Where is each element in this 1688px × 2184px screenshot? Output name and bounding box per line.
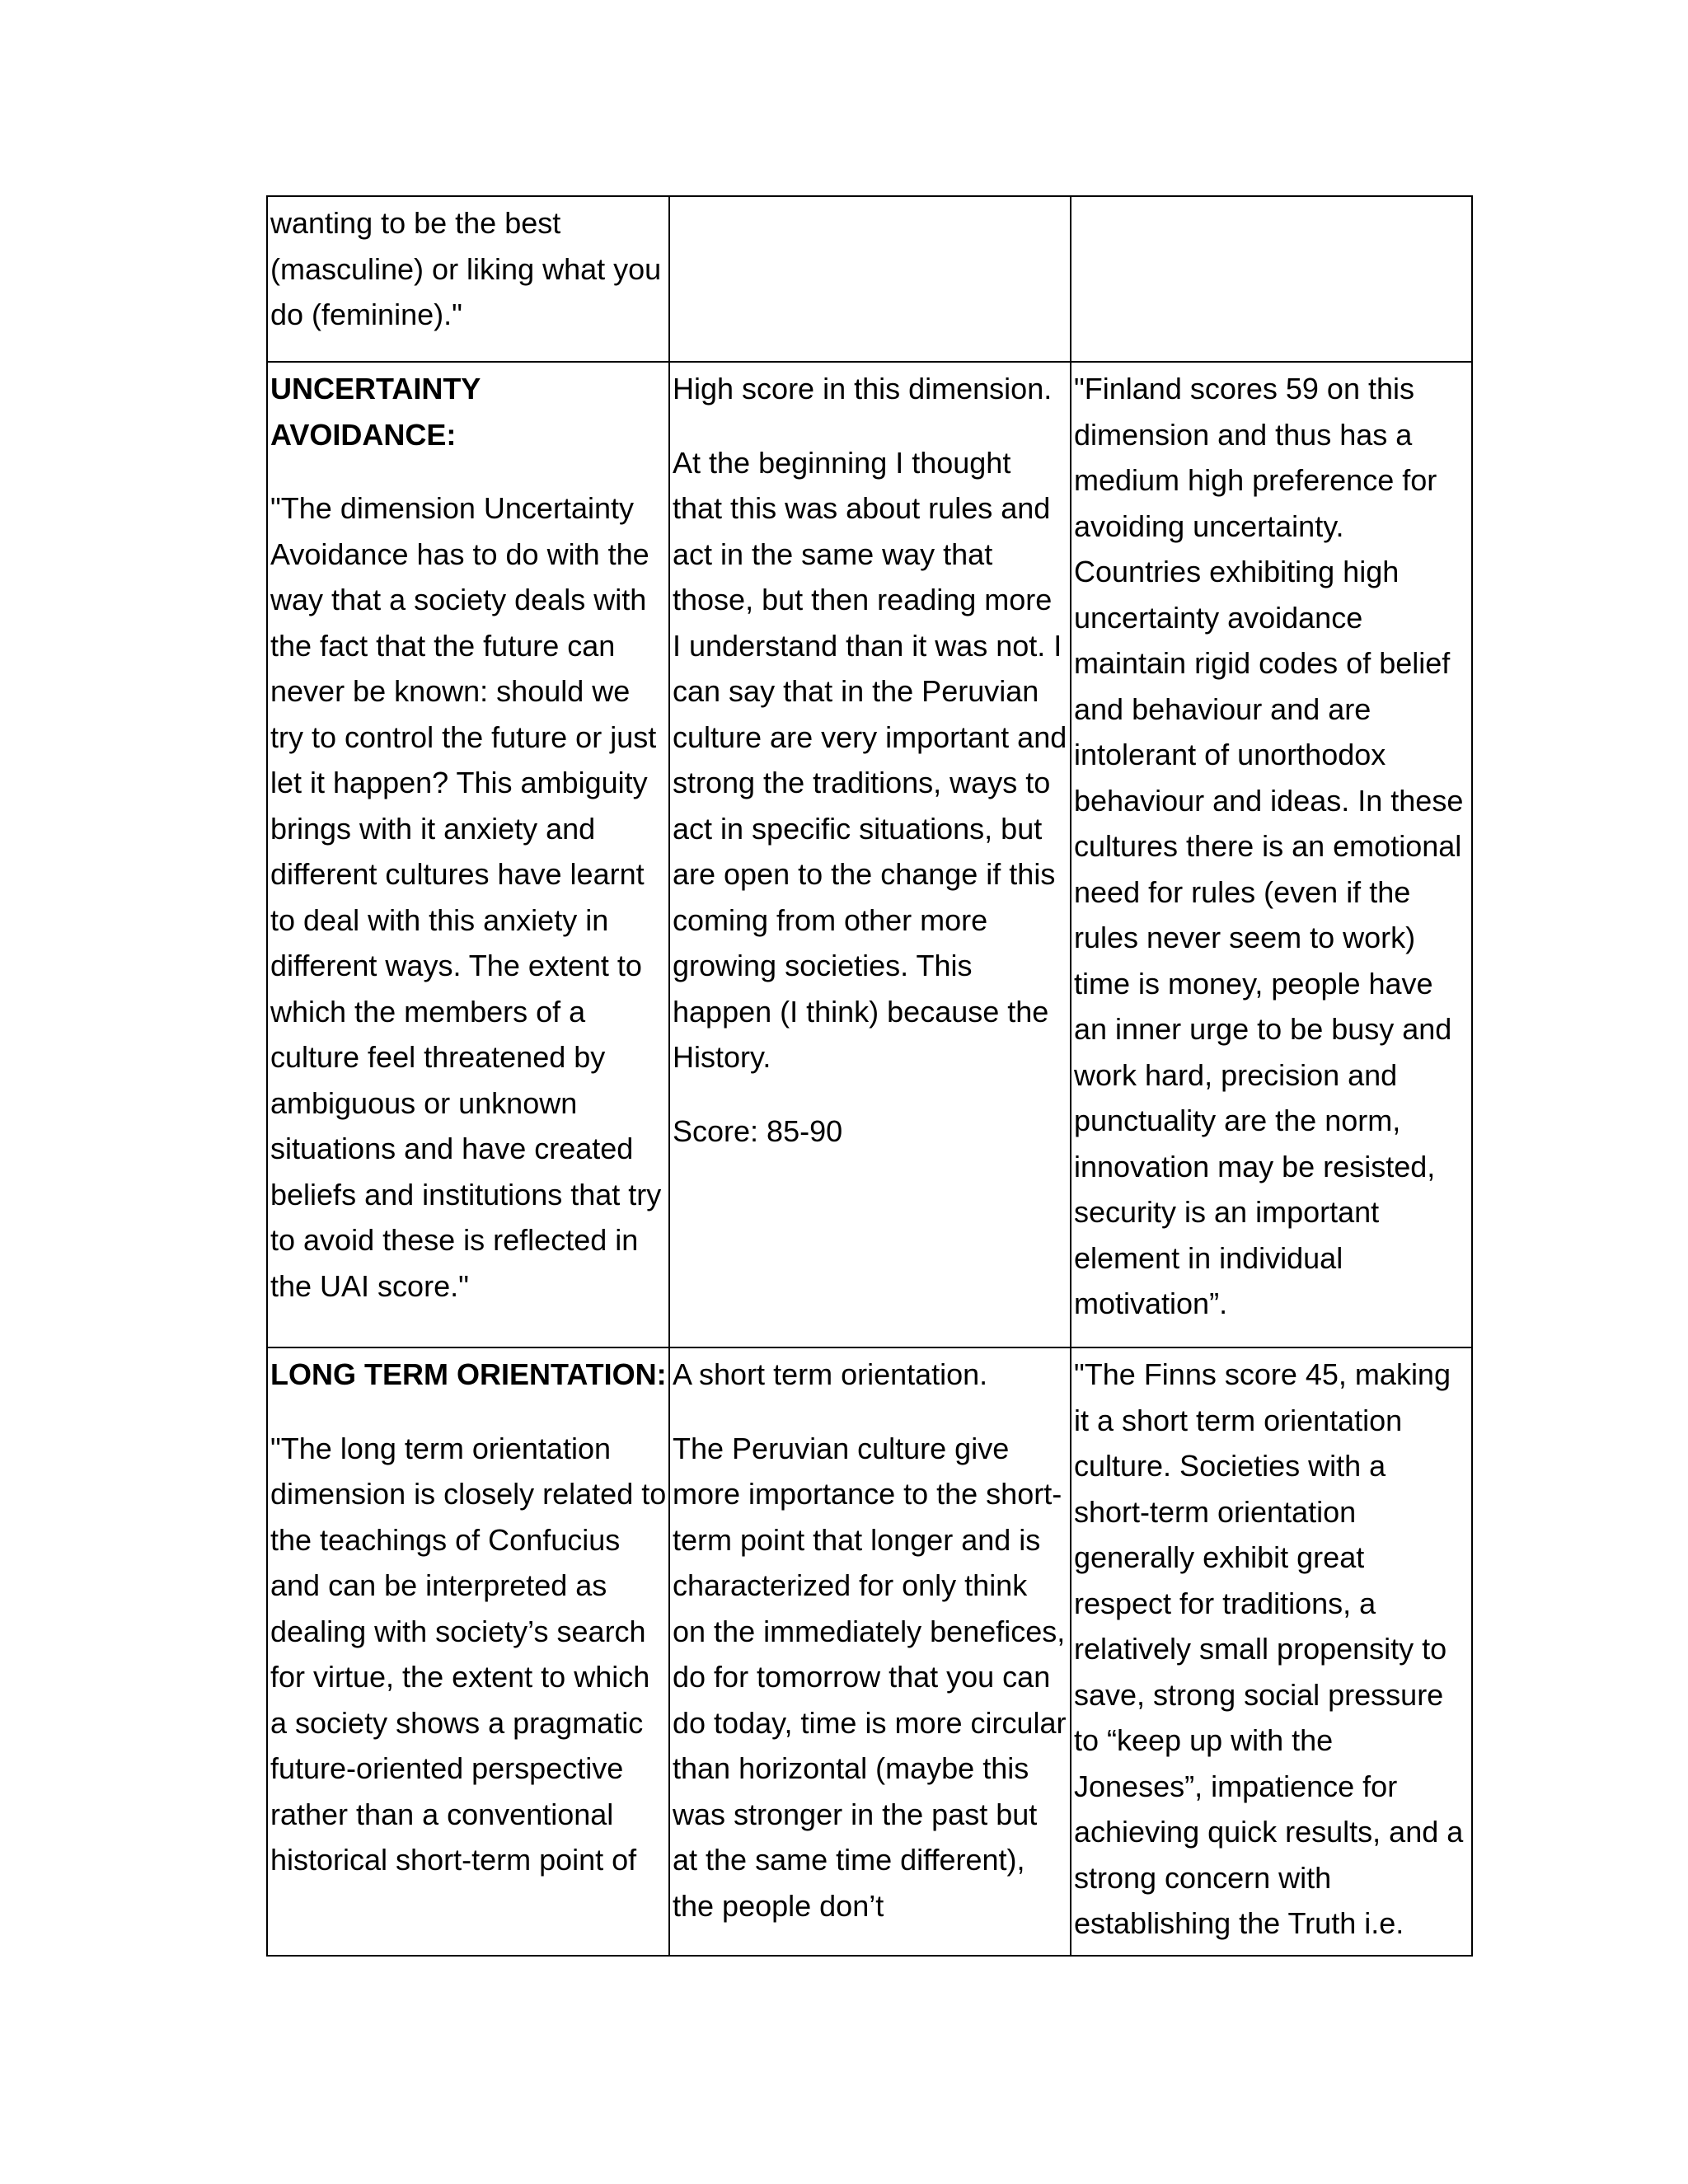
- cell-dimension-description: [267, 362, 669, 1347]
- comparison-table: [266, 195, 1473, 1957]
- cell-finland-analysis: [1071, 362, 1472, 1347]
- cell-finland-analysis: [1071, 196, 1472, 362]
- cell-finland-analysis: [1071, 1347, 1472, 1956]
- cell-peru-analysis: [669, 196, 1071, 362]
- cell-paragraph: At the beginning I thought that this was about rules and act in the same way that those, but then reading more I understand than it was not. I can say that in the Peruvian culture are very important and strong the traditions, ways to act in specific situations, but are open to the change if this coming from other more growing societies. This happen (I think) because the History.: [673, 445, 1067, 1074]
- cell-paragraph: wanting to be the best (masculine) or liking what you do (feminine).": [270, 206, 662, 331]
- cell-paragraph: "Finland scores 59 on this dimension and thus has a medium high preference for avoiding uncertainty. Countries exhibiting high uncertainty avoidance maintain rigid codes of belief and behaviour and are intolerant of unorthodox behaviour and ideas. In these cultures there is an emotional need for rules (even if the rules never seem to work) time is money, people have an inner urge to be busy and work hard, precision and punctuality are the norm, innovation may be resisted, security is an important element in individual motivation”.: [1074, 372, 1464, 1320]
- score-text: Score: 85-90: [673, 1113, 843, 1148]
- cell-paragraph: "The Finns score 45, making it a short term orientation culture. Societies with a short-term orientation generally exhibit great respect for traditions, a relatively small propensity to save, strong social pressure to “keep up with the Joneses”, impatience for achieving quick results, and a strong concern with establishing the Truth i.e.: [1074, 1357, 1464, 1940]
- cell-paragraph: "The dimension Uncertainty Avoidance has to do with the way that a society deals with the fact that the future can never be known: should we try to control the future or just let it happen? This ambiguity brings with it anxiety and different cultures have learnt to deal with this anxiety in different ways. The extent to which the members of a culture feel threatened by ambiguous or unknown situations and have created beliefs and institutions that try to avoid these is reflected in the UAI score.": [270, 491, 662, 1303]
- table-row: [267, 362, 1472, 1347]
- cell-paragraph: A short term orientation.: [673, 1357, 988, 1391]
- dimension-heading: UNCERTAINTY AVOIDANCE:: [270, 372, 481, 452]
- table-row: [267, 196, 1472, 362]
- cell-dimension-description: [267, 196, 669, 362]
- cell-paragraph: The Peruvian culture give more importance to the short-term point that longer and is characterized for only think on the immediately benefices, do for tomorrow that you can do today, time is more circular than horizontal (maybe this was stronger in the past but at the same time different), the people don’t: [673, 1431, 1067, 1923]
- cell-dimension-description: [267, 1347, 669, 1956]
- cell-peru-analysis: [669, 1347, 1071, 1956]
- dimension-heading: LONG TERM ORIENTATION:: [270, 1357, 667, 1391]
- table-row: [267, 1347, 1472, 1956]
- cell-peru-analysis: [669, 362, 1071, 1347]
- cell-paragraph: High score in this dimension.: [673, 372, 1053, 405]
- cell-paragraph: "The long term orientation dimension is closely related to the teachings of Confucius and can be interpreted as dealing with society’s search for virtue, the extent to which a society shows a pragmatic future-oriented perspective rather than a conventional historical short-term point of: [270, 1431, 667, 1877]
